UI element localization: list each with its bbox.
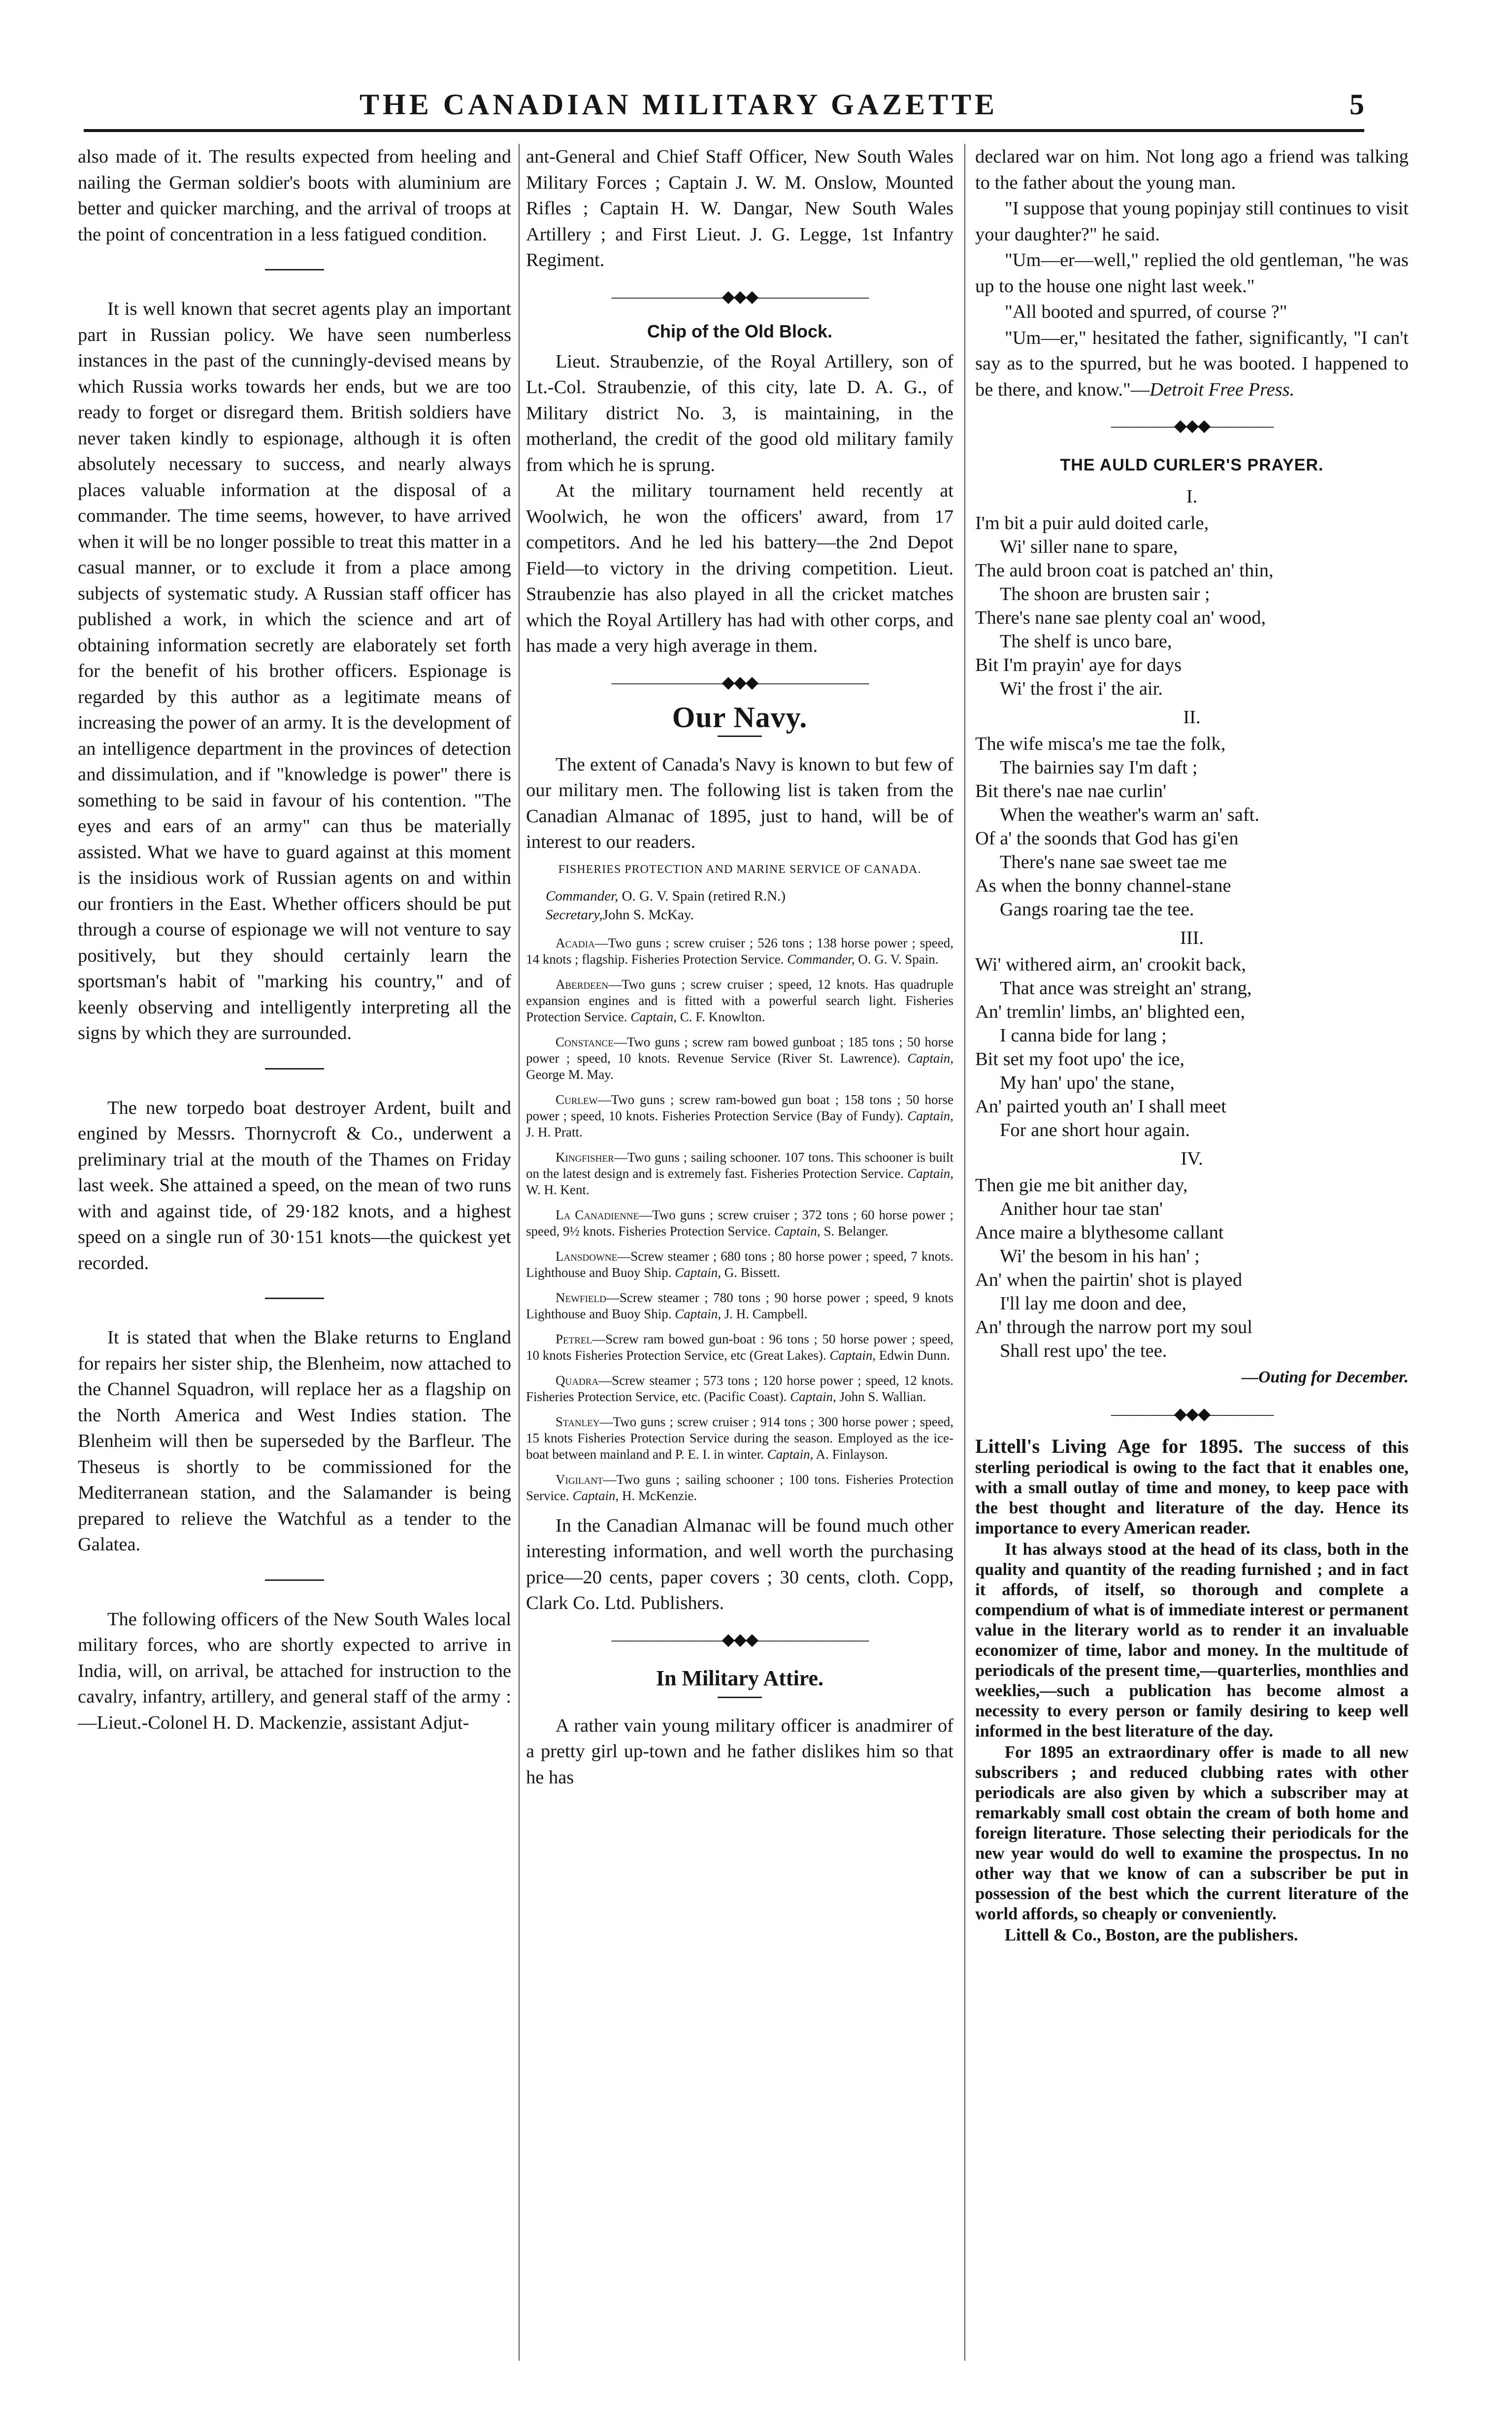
article-paragraph: At the military tournament held recently at Woolwich, he won the officers' award, from 17 competitors. And he led his battery—the 2nd Depot Field—to victory in the driving competition. Lieut. Straubenzie has also played in all the cricket matches which the Royal Artillery has had with other corps, and has made a very high average in them. [526,480,953,656]
separator-rule [265,1298,324,1299]
officer-line: Commander, O. G. V. Spain (retired R.N.) [546,888,786,904]
list-item: La Canadienne—Two guns ; screw cruiser ; 372 tons ; 60 horse power ; speed, 9½ knots. Fisheries Protection Service. Captain, S. Belanger. [526,1207,953,1238]
article-paragraph: In the Canadian Almanac will be found much other interesting information, and well worth the purchasing price—20 cents, paper covers ; 30 cents, cloth. Copp, Clark Co. Ltd. Publishers. [526,1515,953,1613]
short-rule [718,1697,762,1698]
list-item: Curlew—Two guns ; screw ram-bowed gun boat ; 158 tons ; 50 horse power ; speed, 10 knots. Fisheries Protection Service (Bay of Fundy). Captain, J. H. Pratt. [526,1092,953,1139]
poem-title: THE AULD CURLER'S PRAYER. [1060,455,1324,474]
poem-line: Bit there's nae nae curlin' [975,781,1167,802]
poem-line: Wi' the frost i' the air. [1000,678,1163,699]
stanza-number: I. [1186,486,1198,507]
section-heading: In Military Attire. [656,1666,824,1690]
list-item: Petrel—Screw ram bowed gun-boat : 96 tons ; 50 horse power ; speed, 10 knots Fisheries Protection Service, etc (Great Lakes). Captain, Edwin Dunn. [526,1331,953,1363]
column-1 [78,144,511,2371]
poem-line: I'll lay me doon and dee, [1000,1293,1186,1314]
article-paragraph: For 1895 an extraordinary offer is made to all new subscribers ; and reduced clubbing rates with other periodicals are also given by which a subscriber may at remarkably small cost obtain the cream of both home and foreign literature. Those selecting their periodicals for the new year would do well to examine the prospectus. In no other way that we know of can a subscriber be put in possession of the best which the current literature of the world affords, so cheaply or conveniently. [975,1743,1409,1923]
ornament-divider: ———————◆◆◆——————— [611,1630,868,1649]
masthead-title: THE CANADIAN MILITARY GAZETTE [360,88,998,121]
column-3 [975,144,1409,2371]
list-item: Quadra—Screw steamer ; 573 tons ; 120 horse power ; speed, 12 knots. Fisheries Protection Service, etc. (Pacific Coast). Captain, John S. Wallian. [526,1372,953,1404]
poem-line: Anither hour tae stan' [1000,1199,1163,1219]
section-heading: Our Navy. [672,701,808,734]
separator-rule [265,1579,324,1581]
poem-line: Bit I'm prayin' aye for days [975,655,1182,675]
column-divider [519,144,520,2361]
poem-line: Ance maire a blythesome callant [975,1222,1224,1243]
poem-line: Of a' the soonds that God has gi'en [975,828,1239,849]
poem-line: As when the bonny channel-stane [975,875,1231,896]
poem-line: An' pairted youth an' I shall meet [975,1096,1226,1117]
poem-line: When the weather's warm an' saft. [1000,804,1259,825]
poem-line: There's nane sae plenty coal an' wood, [975,607,1266,628]
poem-line: The wife misca's me tae the folk, [975,734,1226,754]
article-paragraph: It is stated that when the Blake returns to England for repairs her sister ship, the Blenheim, now attached to the Channel Squadron, will replace her as a flagship on the North America and West Indies station. The Blenheim will then be superseded by the Barfleur. The Theseus is shortly to be commissioned for the Mediterranean station, and the Salamander is being prepared to relieve the Watchful as a tender to the Galatea. [78,1327,511,1555]
poem-line: I canna bide for lang ; [1000,1025,1167,1046]
page-number: 5 [1349,88,1364,121]
masthead [84,88,1364,132]
article-paragraph: "Um—er," hesitated the father, significantly, "I can't say as to the spurred, but he was booted. I happened to be there, and know."—Detroit Free Press. [975,327,1409,400]
poem-line: The auld broon coat is patched an' thin, [975,560,1274,581]
short-rule [718,736,762,737]
poem-line: Wi' withered airm, an' crookit back, [975,954,1247,975]
article-paragraph: Littell & Co., Boston, are the publishers. [1005,1926,1298,1944]
stanza-number: II. [1183,707,1201,728]
list-item: Constance—Two guns ; screw ram bowed gunboat ; 185 tons ; 50 horse power ; speed, 10 knots. Revenue Service (River St. Lawrence). Captain, George M. May. [526,1034,953,1082]
separator-rule [265,1068,324,1070]
poem [975,485,1409,1363]
article-paragraph: declared war on him. Not long ago a friend was talking to the father about the young man. [975,146,1409,193]
littell-article [975,1436,1409,1945]
poem-line: There's nane sae sweet tae me [1000,852,1227,872]
source-credit: Detroit Free Press. [1150,379,1295,400]
poem-line: That ance was streight an' strang, [1000,978,1252,999]
article-paragraph: Lieut. Straubenzie, of the Royal Artillery, son of Lt.-Col. Straubenzie, of this city, late D. A. G., of Military district No. 3, is maintaining, in the motherland, the credit of the good old military family from which he is sprung. [526,351,953,475]
article-paragraph: ant-General and Chief Staff Officer, New South Wales Military Forces ; Captain J. W. M. Onslow, Mounted Rifles ; Captain H. W. Dangar, New South Wales Artillery ; and First Lieut. J. G. Legge, 1st Infantry Regiment. [526,146,953,270]
list-heading: FISHERIES PROTECTION AND MARINE SERVICE OF CANADA. [558,863,921,876]
poem-line: Bit set my foot upo' the ice, [975,1049,1185,1070]
list-item: Newfield—Screw steamer ; 780 tons ; 90 horse power ; speed, 9 knots Lighthouse and Buoy Ship. Captain, J. H. Campbell. [526,1290,953,1321]
list-item: Lansdowne—Screw steamer ; 680 tons ; 80 horse power ; speed, 7 knots. Lighthouse and Buoy Ship. Captain, G. Bissett. [526,1248,953,1280]
article-paragraph: The extent of Canada's Navy is known to but few of our military men. The following list is taken from the Canadian Almanac of 1895, just to hand, will be of interest to our readers. [526,754,953,852]
poem-credit: —Outing for December. [1241,1368,1409,1386]
poem-line: The shoon are brusten sair ; [1000,584,1210,604]
masthead-rule [84,129,1364,132]
stanza-number: IV. [1181,1148,1203,1169]
poem-line: The bairnies say I'm daft ; [1000,757,1198,778]
section-heading: Chip of the Old Block. [647,321,832,341]
separator-rule [265,269,324,270]
poem-line: Gangs roaring tae the tee. [1000,899,1194,920]
ornament-divider: ———————◆◆◆——————— [611,673,868,692]
list-item: Vigilant—Two guns ; sailing schooner ; 100 tons. Fisheries Protection Service. Captain, H. McKenzie. [526,1472,953,1503]
list-item: Kingfisher—Two guns ; sailing schooner. 107 tons. This schooner is built on the latest design and is extremely fast. Fisheries Protection Service. Captain, W. H. Kent. [526,1149,953,1197]
ornament-divider: ———————◆◆◆——————— [611,287,868,306]
article-paragraph: "Um—er—well," replied the old gentleman, "he was up to the house one night last week." [975,250,1409,297]
article-paragraph: The following officers of the New South Wales local military forces, who are shortly expected to arrive in India, will, on arrival, be attached for instruction to the cavalry, infantry, artillery, and general staff of the army :—Lieut.-Colonel H. D. Mackenzie, assistant Adjut- [78,1608,511,1733]
article-paragraph: Littell's Living Age for 1895. The success of this sterling periodical is owing to the fact that it enables one, with a small outlay of time and money, to keep pace with the best thought and literature of the day. Hence its importance to every American reader. [975,1435,1409,1538]
poem-line: Wi' siller nane to spare, [1000,536,1178,557]
article-paragraph: The new torpedo boat destroyer Ardent, built and engined by Messrs. Thornycroft & Co., underwent a preliminary trial at the mouth of the Thames on Friday last week. She attained a speed, on the mean of two runs with and against tide, of 29·182 knots, and a highest speed on a single run of 30·151 knots—the quickest yet recorded. [78,1097,511,1273]
ornament-divider: ————◆◆◆———— [1111,1405,1273,1423]
article-paragraph: It has always stood at the head of its class, both in the quality and quantity of the reading furnished ; and in fact it affords, of itself, so thorough and complete a compendium of what is of immediate interest or permanent value in the literary world as to render it an invaluable economizer of time, labor and money. In the multitude of periodicals of the present time,—quarterlies, monthlies and weeklies,—such a publication has become almost a necessity to every person or family desiring to keep well informed in the best literature of the day. [975,1540,1409,1741]
ornament-divider: ————◆◆◆———— [1111,417,1273,435]
poem-line: Wi' the besom in his han' ; [1000,1246,1200,1267]
list-item: Aberdeen—Two guns ; screw cruiser ; speed, 12 knots. Has quadruple expansion engines and is fitted with a powerful search light. Fisheries Protection Service. Captain, C. F. Knowlton. [526,976,953,1024]
poem-line: My han' upo' the stane, [1000,1072,1175,1093]
poem-line: Shall rest upo' the tee. [1000,1340,1167,1361]
stanza-number: III. [1180,928,1204,948]
ship-list [526,862,953,1504]
poem-line: An' through the narrow port my soul [975,1317,1252,1338]
article-paragraph: "All booted and spurred, of course ?" [1005,301,1287,322]
column-divider [964,144,965,2361]
article-paragraph: A rather vain young military officer is anadmirer of a pretty girl up-town and he father dislikes him so that he has [526,1715,953,1788]
poem-line: The shelf is unco bare, [1000,631,1172,652]
list-item: Acadia—Two guns ; screw cruiser ; 526 tons ; 138 horse power ; speed, 14 knots ; flagship. Fisheries Protection Service. Commander, O. G. V. Spain. [526,935,953,967]
article-lead: Littell's Living Age for 1895. [975,1435,1243,1457]
article-paragraph: "I suppose that young popinjay still continues to visit your daughter?" he said. [975,198,1409,245]
list-item: Stanley—Two guns ; screw cruiser ; 914 tons ; 300 horse power ; speed, 15 knots Fisheries Protection Service during the season. Employed as the ice-boat between mainland and P. E. I. in winter. Captain, A. Finlayson. [526,1414,953,1462]
article-paragraph: also made of it. The results expected from heeling and nailing the German soldier's boots with aluminium are better and quicker marching, and the arrival of troops at the point of concentration in a less fatigued condition. [78,146,511,245]
poem-line: An' tremlin' limbs, an' blighted een, [975,1002,1245,1022]
column-2 [526,144,953,2371]
poem-line: For ane short hour again. [1000,1120,1190,1140]
poem-line: An' when the pairtin' shot is played [975,1270,1243,1290]
poem-line: Then gie me bit anither day, [975,1175,1188,1196]
article-paragraph: It is well known that secret agents play an important part in Russian policy. We have seen numberless instances in the past of the cunningly-devised means by which Russia works towards her ends, but we are too ready to forget or disregard them. British soldiers have never taken kindly to espionage, although it is often absolutely necessary to success, and nearly always places valuable information at the disposal of a commander. The time seems, however, to have arrived when it will be no longer possible to treat this matter in a casual manner, or to exclude it from a place among subjects of systematic study. A Russian staff officer has published a work, in which the science and art of obtaining information secretly are elaborately set forth for the benefit of his brother officers. Espionage is regarded by this author as a legitimate means of increasing the power of an army. It is the development of an intelligence department in the provinces of detection and dissimulation, and if "knowledge is power" there is something to be said in favour of his contention. "The eyes and ears of an army" can thus be materially assisted. What we have to guard against at this moment is the insidious work of Russian agents on and within our frontiers in the East. Whether officers should be put through a course of espionage we will not venture to say positively, but they should certainly learn the sportsman's habit of "marking his country," and of keenly observing and intelligently interpreting all the signs by which they are surrounded. [78,299,511,1043]
poem-line: I'm bit a puir auld doited carle, [975,513,1209,534]
officer-line: Secretary,John S. McKay. [546,906,694,923]
